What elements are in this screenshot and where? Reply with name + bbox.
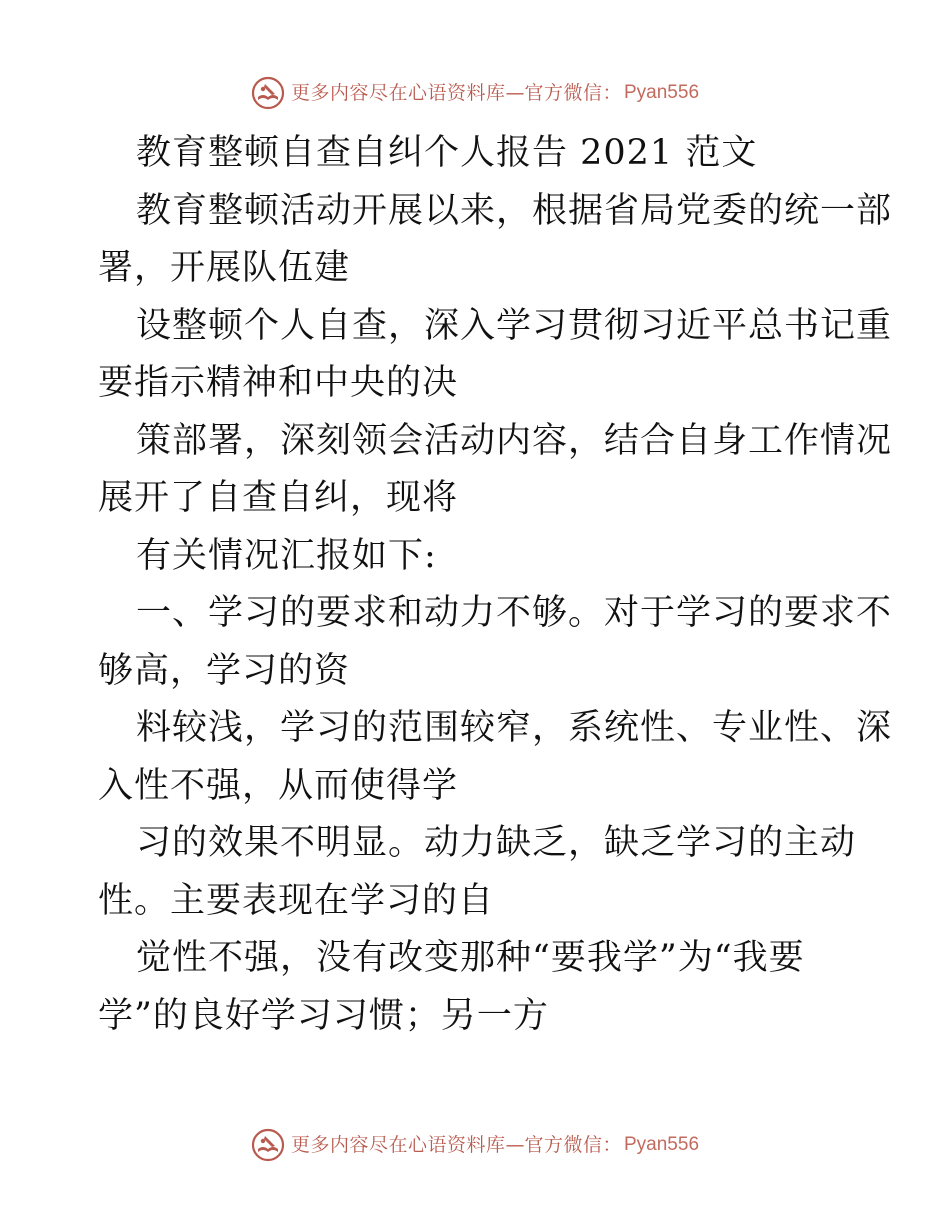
footer-watermark — [0, 1128, 950, 1162]
paragraph-line: 性。主要表现在学习的自 — [98, 880, 495, 921]
document-body — [98, 125, 893, 1045]
watermark-wechat-label: 官方微信： — [524, 1134, 622, 1156]
document-title: 教育整顿自查自纠个人报告 2021 范文 — [136, 133, 758, 173]
paragraph-line: 要指示精神和中央的决 — [98, 363, 459, 403]
paragraph-line: 设整顿个人自查，深入学习贯彻习近平总书记重 — [136, 305, 893, 346]
paragraph-line: 习的效果不明显。动力缺乏，缺乏学习的主动 — [136, 823, 857, 863]
open-book-pen-icon — [251, 76, 285, 110]
open-book-pen-icon — [251, 1128, 285, 1162]
paragraph-line: 教育整顿活动开展以来，根据省局党委的统一部 — [136, 190, 893, 231]
paragraph-line: 策部署，深刻领会活动内容，结合自身工作情况 — [136, 420, 893, 461]
watermark-separator: — — [505, 82, 525, 104]
paragraph-line: 一、学习的要求和动力不够。对于学习的要求不 — [136, 593, 893, 633]
watermark-text: 更多内容尽在心语资料库 — [290, 1134, 506, 1156]
watermark-wechat-id: Pyan556 — [624, 82, 700, 103]
paragraph-line: 够高，学习的资 — [98, 650, 351, 691]
paragraph-line: 有关情况汇报如下: — [136, 535, 437, 576]
paragraph-line: 料较浅，学习的范围较窄，系统性、专业性、深 — [136, 708, 893, 748]
paragraph-line: 学”的良好学习习惯；另一方 — [98, 995, 549, 1036]
header-watermark — [0, 76, 950, 110]
watermark-wechat-id: Pyan556 — [624, 1134, 700, 1155]
watermark-text: 更多内容尽在心语资料库 — [290, 82, 506, 104]
paragraph-line: 署，开展队伍建 — [98, 248, 351, 288]
paragraph-line: 觉性不强，没有改变那种“要我学”为“我要 — [136, 938, 805, 978]
watermark-wechat-label: 官方微信： — [524, 82, 622, 104]
watermark-separator: — — [505, 1134, 525, 1156]
paragraph-line: 入性不强，从而使得学 — [98, 765, 459, 806]
paragraph-line: 展开了自查自纠，现将 — [98, 478, 459, 518]
